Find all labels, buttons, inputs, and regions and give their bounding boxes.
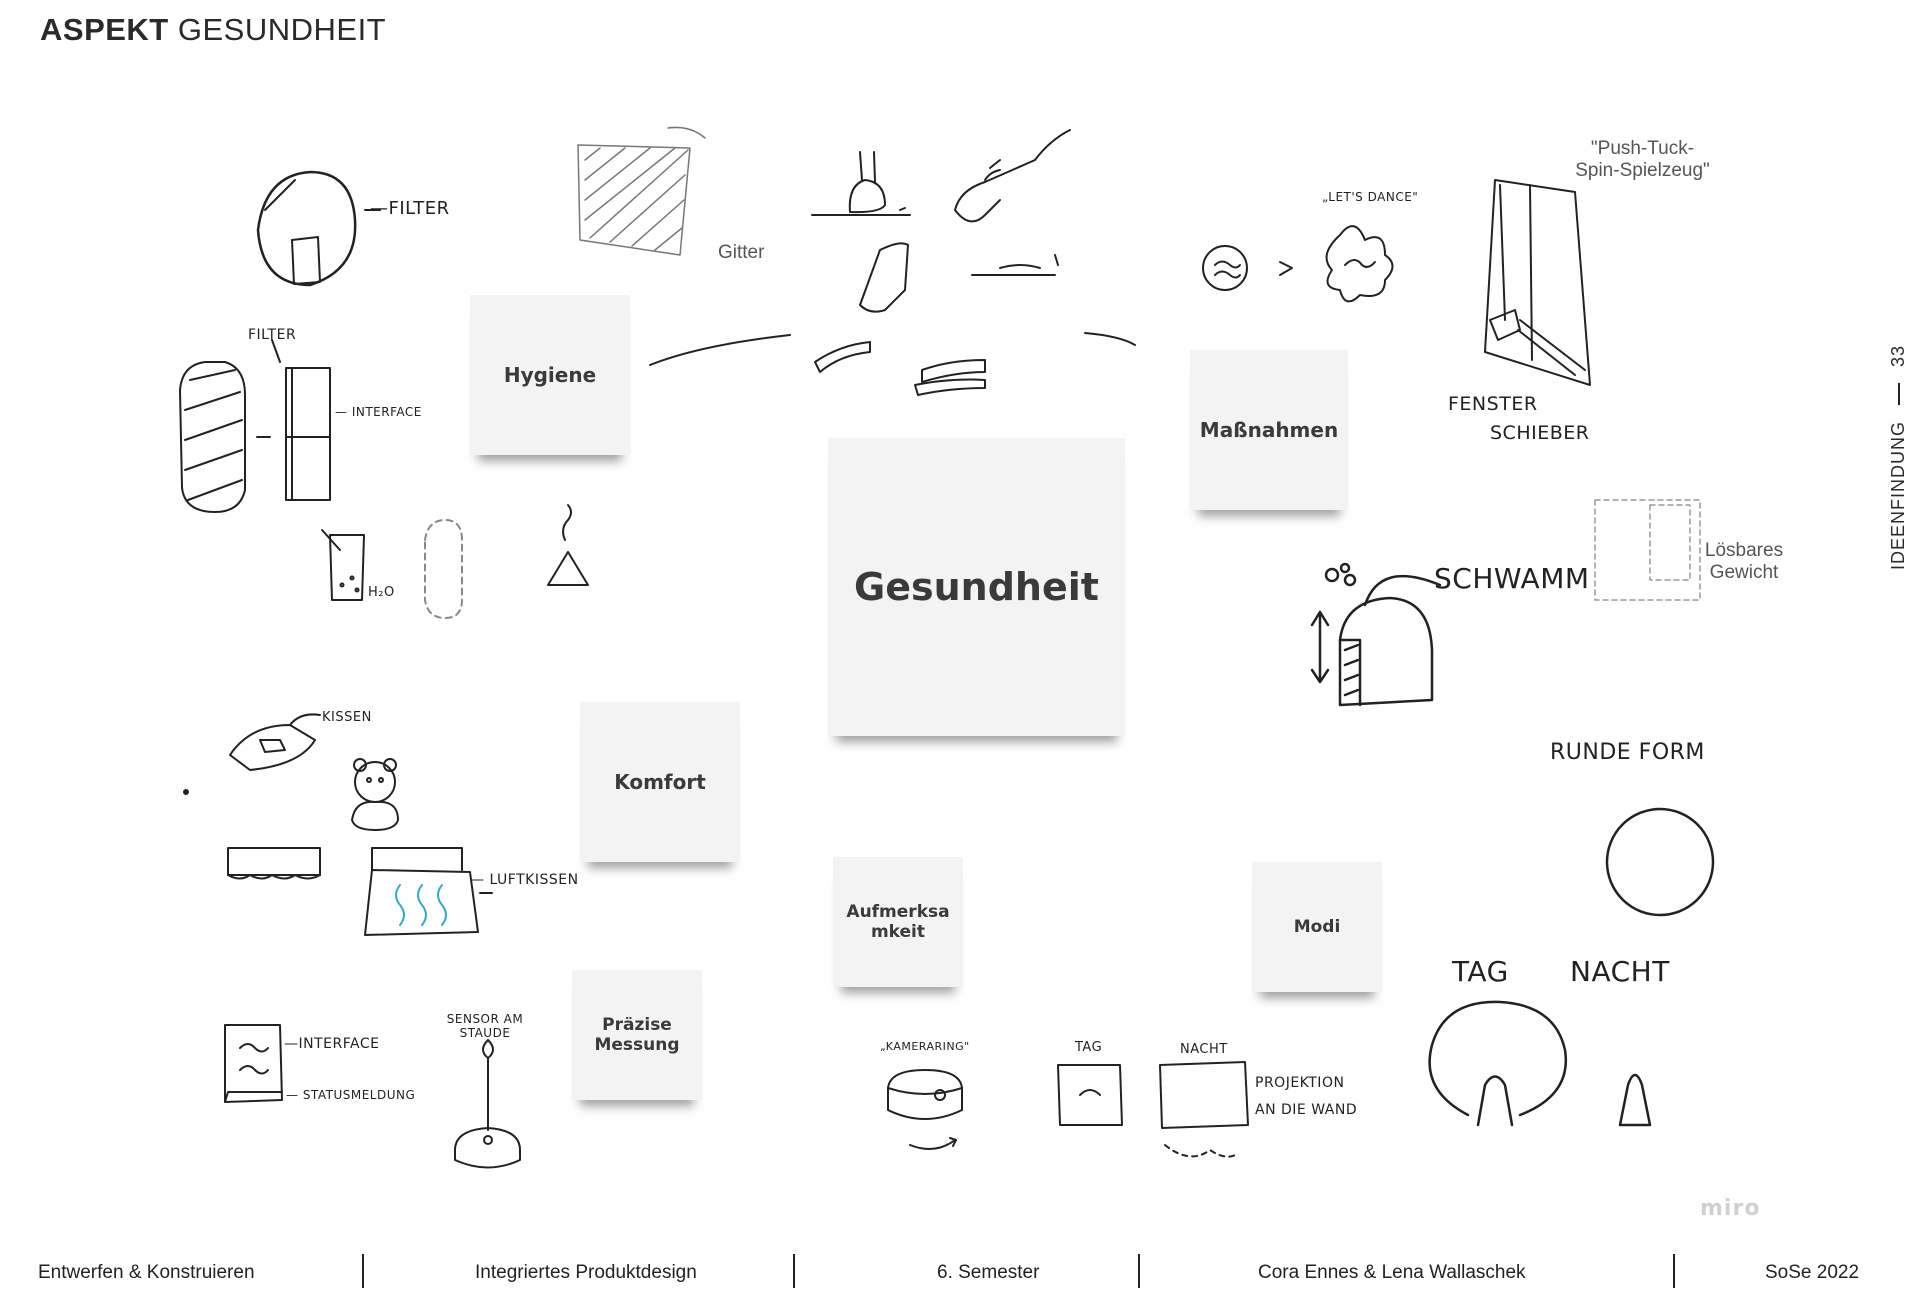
label-gitter: Gitter [718, 242, 765, 263]
dot-mark [184, 790, 188, 794]
capsule-sketch [425, 520, 462, 618]
label-loesbares-gewicht: Lösbares Gewicht [1704, 540, 1784, 583]
pad-sketch [228, 848, 320, 879]
filter-slim-sketch [180, 340, 330, 512]
footer-divider [1673, 1254, 1675, 1288]
sketch-text-runde-form: RUNDE FORM [1550, 740, 1705, 765]
footer-semester: 6. Semester [937, 1262, 1040, 1283]
sketch-text-fenster: FENSTER [1448, 393, 1538, 415]
connector-hygiene [650, 335, 790, 365]
sponge-sketch [1312, 564, 1440, 705]
miro-watermark: miro [1700, 1196, 1761, 1221]
footer-divider [362, 1254, 364, 1288]
footer-program: Integriertes Produktdesign [475, 1262, 697, 1283]
diffuser-sketch [548, 505, 588, 585]
sketch-text-nacht: NACHT [1570, 955, 1670, 988]
projector-sketch [1058, 1062, 1248, 1157]
filter-device-sketch [258, 172, 380, 285]
side-section: IDEENFINDUNG [1888, 420, 1908, 570]
note-aufmerksamkeit[interactable]: Aufmerksa mkeit [833, 857, 963, 987]
note-modi[interactable]: Modi [1252, 862, 1382, 992]
sketch-text-interface1: — INTERFACE [335, 405, 422, 419]
sketch-text-filter2: FILTER [248, 327, 297, 343]
title-rest: GESUNDHEIT [177, 12, 387, 47]
sensor-stand-sketch [455, 1040, 520, 1168]
label-push-tuck: "Push-Tuck-Spin-Spielzeug" [1575, 138, 1710, 181]
sketch-text-h2o: H₂O [368, 585, 395, 600]
note-praezise-messung[interactable]: Präzise Messung [572, 970, 702, 1100]
sketch-text-statusmeldung: — STATUSMELDUNG [286, 1088, 416, 1102]
side-page-number: 33 [1888, 344, 1908, 367]
tag-lamp-sketch [1430, 1002, 1566, 1125]
sketch-text-lets-dance: „LET'S DANCE" [1322, 190, 1419, 204]
cushion-sketch [230, 714, 320, 770]
note-gesundheit-center[interactable]: Gesundheit [828, 438, 1125, 736]
footer-authors: Cora Ennes & Lena Wallaschek [1258, 1262, 1526, 1283]
interface-tablet-sketch [225, 1025, 282, 1102]
teddy-sketch [352, 759, 398, 830]
footer-course: Entwerfen & Konstruieren [38, 1262, 255, 1283]
nacht-lamp-sketch [1620, 1075, 1650, 1125]
sketch-text-schieber: SCHIEBER [1490, 422, 1590, 444]
connector-massnahmen [1085, 333, 1135, 345]
sketch-text-luftkissen: — LUFTKISSEN [470, 872, 579, 888]
sketch-text-tag-small: TAG [1075, 1040, 1103, 1055]
window-slider-sketch [1485, 180, 1590, 385]
sketch-text-projektion2: AN DIE WAND [1255, 1102, 1358, 1118]
dance-sketch [1203, 226, 1393, 301]
sketch-text-filter1: —FILTER [370, 198, 450, 219]
air-cushion-sketch [365, 848, 492, 935]
footer-term: SoSe 2022 [1765, 1262, 1860, 1283]
sketch-text-schwamm: SCHWAMM [1434, 562, 1590, 595]
touch-sketches [812, 130, 1070, 395]
footer-divider [793, 1254, 795, 1288]
sketch-text-interface2: —INTERFACE [284, 1036, 380, 1052]
sketch-text-kissen: KISSEN [322, 710, 372, 725]
glass-sketch [322, 530, 364, 600]
sketch-text-kamera: „KAMERARING" [880, 1040, 970, 1053]
sketch-text-projektion1: PROJEKTION [1255, 1075, 1345, 1091]
note-massnahmen[interactable]: Maßnahmen [1190, 350, 1348, 510]
sketch-text-nacht-small: NACHT [1180, 1042, 1228, 1057]
round-form-sketch [1607, 809, 1713, 915]
gitter-sketch [578, 127, 705, 255]
note-komfort[interactable]: Komfort [580, 702, 740, 862]
camera-ring-sketch [888, 1070, 962, 1149]
note-hygiene[interactable]: Hygiene [470, 295, 630, 455]
sketch-text-tag: TAG [1452, 955, 1509, 988]
sketch-text-sensor: SENSOR AM STAUDE [446, 1012, 524, 1040]
footer-divider [1138, 1254, 1140, 1288]
detachable-weight-sketch [1595, 500, 1700, 600]
title-bold: ASPEKT [40, 12, 169, 47]
